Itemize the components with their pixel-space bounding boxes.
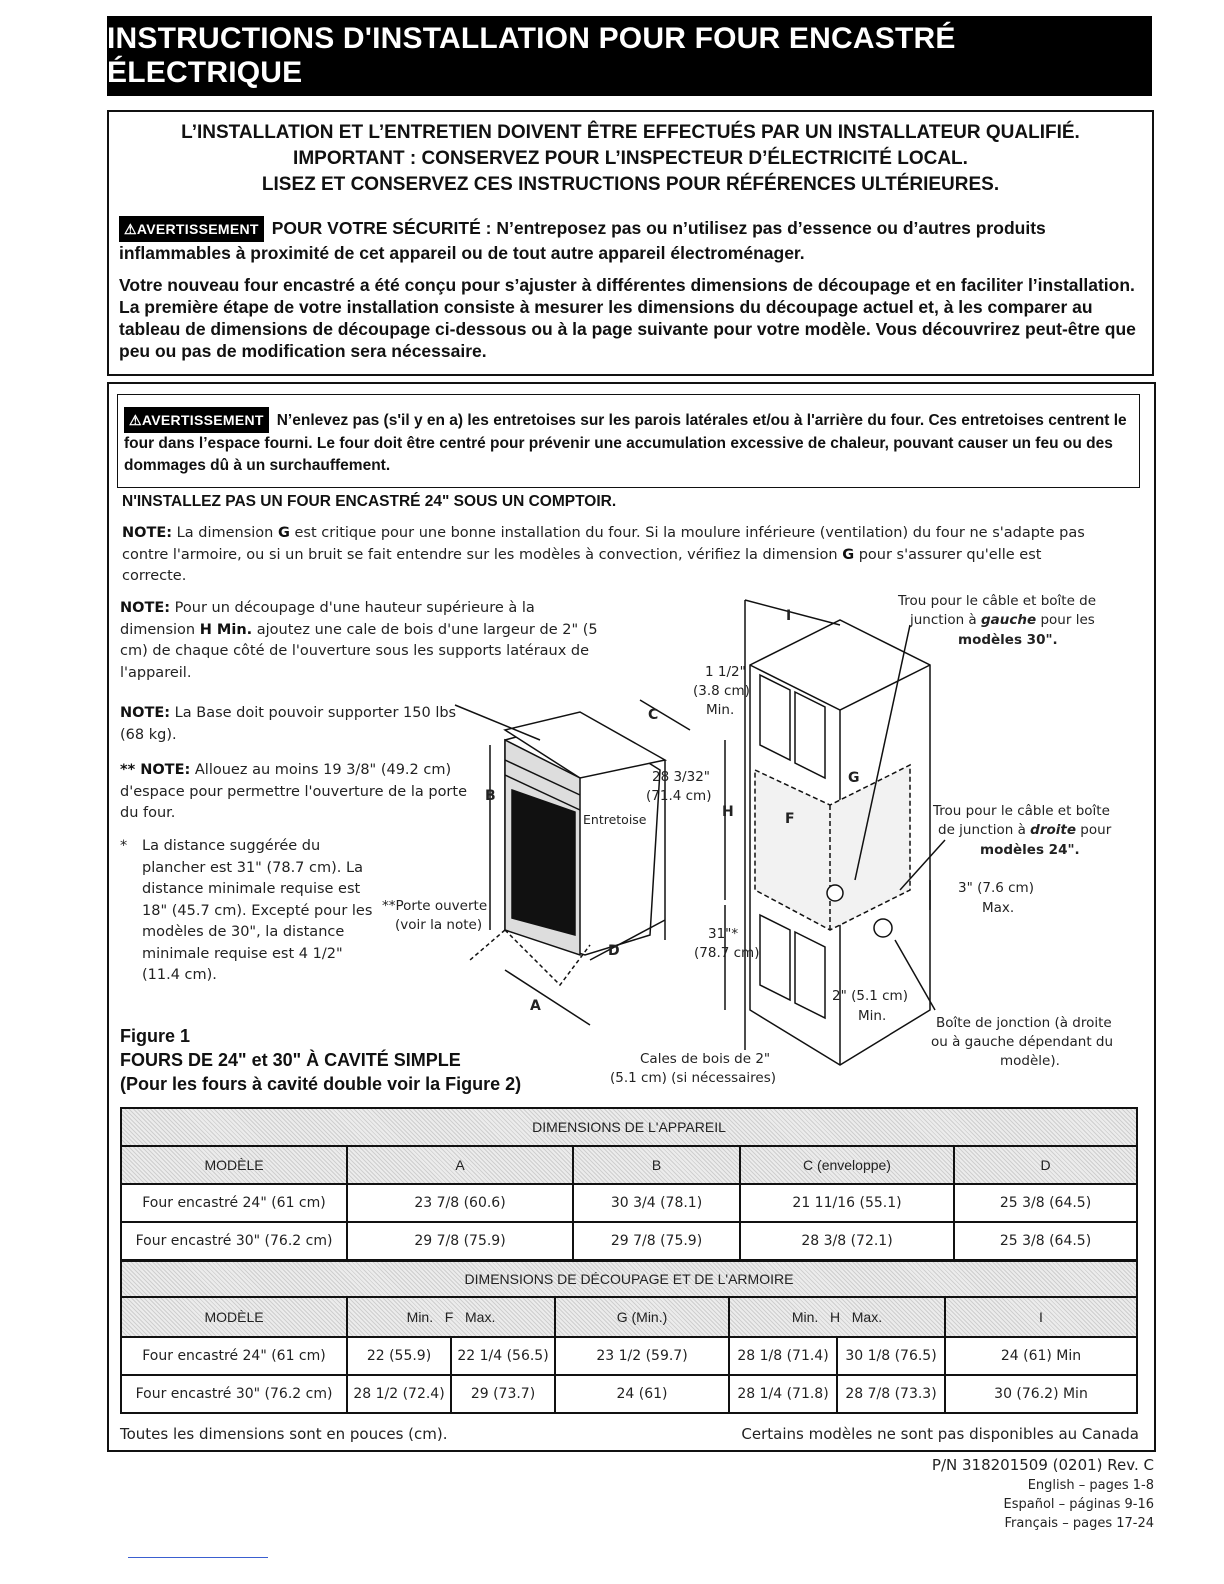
label-trou-d-1: Trou pour le câble et boîte bbox=[933, 803, 1110, 819]
label-boite-1: Boîte de jonction (à droite bbox=[936, 1015, 1112, 1031]
table-row: Four encastré 24" (61 cm) 23 7/8 (60.6) 30 3/4 (78.1) 21 11/16 (55.1) 25 3/8 (64.5) bbox=[121, 1184, 1137, 1222]
oven-window bbox=[512, 790, 575, 935]
note-door: ** NOTE: Allouez au moins 19 3/8" (49.2 cm) d'espace pour permettre l'ouverture de la porte du four. bbox=[120, 762, 468, 821]
language-en: English – pages 1-8 bbox=[1027, 1478, 1154, 1493]
bottom-link-line bbox=[128, 1557, 268, 1558]
figure-label: Figure 1 bbox=[120, 1026, 191, 1046]
warning-badge: ⚠AVERTISSEMENT bbox=[119, 216, 264, 242]
label-porte-2: (voir la note) bbox=[395, 917, 483, 933]
col-header: D bbox=[954, 1146, 1137, 1184]
label-a: A bbox=[530, 998, 541, 1014]
footer-left: Toutes les dimensions sont en pouces (cm). bbox=[120, 1425, 448, 1443]
label-c: C bbox=[648, 707, 659, 723]
label-1a: 1 1/2" bbox=[705, 664, 746, 680]
intro-paragraph: Votre nouveau four encastré a été conçu pour s’ajuster à différentes dimensions de découpage et en faciliter l’installation. La première étape de votre installation consiste à mesurer les dimensions du découpage actuel et, à les comparer au tableau de dimensions de découpage ci-dessous ou à la page suivante pour votre modèle. Vous découvrirez peut-être que peu ou pas de modification sera nécessaire. bbox=[119, 275, 1136, 361]
col-header: Min. F Max. bbox=[347, 1297, 555, 1337]
note-g: NOTE: La dimension G est critique pour une bonne installation du four. Si la moulure inférieure (ventilation) du four ne s'adapte pas contre l'armoire, ou si un bruit se fait entendre sur les modèles à convection, vérifiez la dimension G pour s'assurer qu'elle est correcte. bbox=[122, 525, 1085, 584]
language-list bbox=[1004, 1476, 1154, 1533]
no-under-counter: N'INSTALLEZ PAS UN FOUR ENCASTRÉ 24" SOUS UN COMPTOIR. bbox=[122, 493, 617, 510]
label-porte-1: **Porte ouverte bbox=[382, 898, 488, 914]
part-number: P/N 318201509 (0201) Rev. C bbox=[931, 1456, 1154, 1474]
label-cales-2: (5.1 cm) (si nécessaires) bbox=[610, 1070, 777, 1086]
label-boite-3: modèle). bbox=[1000, 1053, 1060, 1069]
note-star: * bbox=[120, 838, 128, 854]
table-row: Four encastré 24" (61 cm) 22 (55.9) 22 1/4 (56.5) 23 1/2 (59.7) 28 1/8 (71.4) 30 1/8 (76.5) 24 (61) Min bbox=[121, 1337, 1137, 1375]
col-header: C (enveloppe) bbox=[740, 1146, 954, 1184]
header-line-3: LISEZ ET CONSERVEZ CES INSTRUCTIONS POUR RÉFÉRENCES ULTÉRIEURES. bbox=[261, 174, 1000, 195]
label-1c: Min. bbox=[706, 702, 735, 718]
label-trou-g-1: Trou pour le câble et boîte de bbox=[898, 593, 1097, 609]
language-fr: Français – pages 17-24 bbox=[1004, 1516, 1154, 1531]
label-trou-g-4: modèles 30". bbox=[958, 632, 1058, 648]
label-i: I bbox=[786, 608, 792, 624]
label-d: D bbox=[608, 943, 620, 959]
header-line-2: IMPORTANT : CONSERVEZ POUR L’INSPECTEUR D’ÉLECTRICITÉ LOCAL. bbox=[293, 148, 968, 169]
col-header: A bbox=[347, 1146, 573, 1184]
warning-badge-2: ⚠AVERTISSEMENT bbox=[124, 407, 269, 433]
note-h: NOTE: Pour un découpage d'une hauteur supérieure à la dimension H Min. ajoutez une cale de bois d'une largeur de 2" (5 cm) de chaque côté de l'ouverture sous les supports latéraux de l'appareil. bbox=[120, 600, 598, 681]
col-header: MODÈLE bbox=[121, 1146, 347, 1184]
label-b: B bbox=[485, 788, 496, 804]
label-h: H bbox=[722, 804, 734, 820]
label-trou-g-2: junction à gauche pour les bbox=[910, 612, 1095, 628]
label-3a: 3" (7.6 cm) bbox=[958, 880, 1034, 896]
note-distance: La distance suggérée du plancher est 31" (78.7 cm). La distance minimale requise est 18" (45.7 cm). Excepté pour les modèles de 30", la distance minimale requise est 4 1/2" (11.4 cm). bbox=[142, 838, 373, 983]
col-header: G (Min.) bbox=[555, 1297, 729, 1337]
appliance-dimensions-table bbox=[120, 1107, 1138, 1261]
table-row: Four encastré 30" (76.2 cm) 29 7/8 (75.9) 29 7/8 (75.9) 28 3/8 (72.1) 25 3/8 (64.5) bbox=[121, 1222, 1137, 1260]
label-cales-1: Cales de bois de 2" bbox=[640, 1051, 771, 1067]
label-g: G bbox=[848, 770, 860, 786]
label-trou-d-2: de junction à droite pour bbox=[938, 822, 1112, 838]
note-base: NOTE: La Base doit pouvoir supporter 150 lbs (68 kg). bbox=[120, 705, 457, 743]
safety-warning: ⚠AVERTISSEMENT POUR VOTRE SÉCURITÉ : N’entreposez pas ou n’utilisez pas d’essence ou d’autres produits inflammables à proximité de cet appareil ou de tout autre appareil électroménager. bbox=[119, 218, 1046, 263]
label-2b: Min. bbox=[858, 1008, 887, 1024]
col-header: Min. H Max. bbox=[729, 1297, 945, 1337]
label-entretoise: Entretoise bbox=[583, 812, 647, 827]
label-31a: 31"* bbox=[708, 926, 739, 942]
label-31b: (78.7 cm) bbox=[694, 945, 760, 961]
cutout-dimensions-table bbox=[120, 1260, 1138, 1414]
col-header: B bbox=[573, 1146, 740, 1184]
label-1b: (3.8 cm) bbox=[693, 683, 750, 699]
table-row: Four encastré 30" (76.2 cm) 28 1/2 (72.4) 29 (73.7) 24 (61) 28 1/4 (71.8) 28 7/8 (73.3) 30 (76.2) Min bbox=[121, 1375, 1137, 1413]
label-f: F bbox=[785, 811, 795, 827]
label-trou-d-4: modèles 24". bbox=[980, 842, 1080, 858]
cutout-table-title: DIMENSIONS DE DÉCOUPAGE ET DE L'ARMOIRE bbox=[121, 1261, 1137, 1297]
header-line-1: L’INSTALLATION ET L’ENTRETIEN DOIVENT ÊTRE EFFECTUÉS PAR UN INSTALLATEUR QUALIFIÉ. bbox=[181, 122, 1080, 143]
col-header: MODÈLE bbox=[121, 1297, 347, 1337]
footer-right: Certains modèles ne sont pas disponibles au Canada bbox=[741, 1425, 1139, 1443]
label-2a: 2" (5.1 cm) bbox=[832, 988, 908, 1004]
figure-title: FOURS DE 24" et 30" À CAVITÉ SIMPLE bbox=[120, 1050, 461, 1070]
spacer-warning: ⚠AVERTISSEMENT N’enlevez pas (s'il y en a) les entretoises sur les parois latérales et/ou à l'arrière du four. Ces entretoises centrent le four dans l’espace fourni. Le four doit être centré pour prévenir une accumulation excessive de chaleur, pouvant causer un feu ou des dommages dû à un surchauffement. bbox=[124, 407, 1129, 477]
label-boite-2: ou à gauche dépendant du bbox=[931, 1034, 1114, 1050]
label-3b: Max. bbox=[982, 900, 1015, 916]
label-28b: (71.4 cm) bbox=[646, 788, 712, 804]
figure-subtitle: (Pour les fours à cavité double voir la Figure 2) bbox=[120, 1074, 522, 1094]
col-header: I bbox=[945, 1297, 1137, 1337]
label-28a: 28 3/32" bbox=[652, 769, 710, 785]
appliance-table-title: DIMENSIONS DE L'APPAREIL bbox=[121, 1108, 1137, 1146]
language-es: Español – páginas 9-16 bbox=[1003, 1497, 1154, 1512]
page-title: INSTRUCTIONS D'INSTALLATION POUR FOUR ENCASTRÉ ÉLECTRIQUE bbox=[107, 16, 1152, 96]
